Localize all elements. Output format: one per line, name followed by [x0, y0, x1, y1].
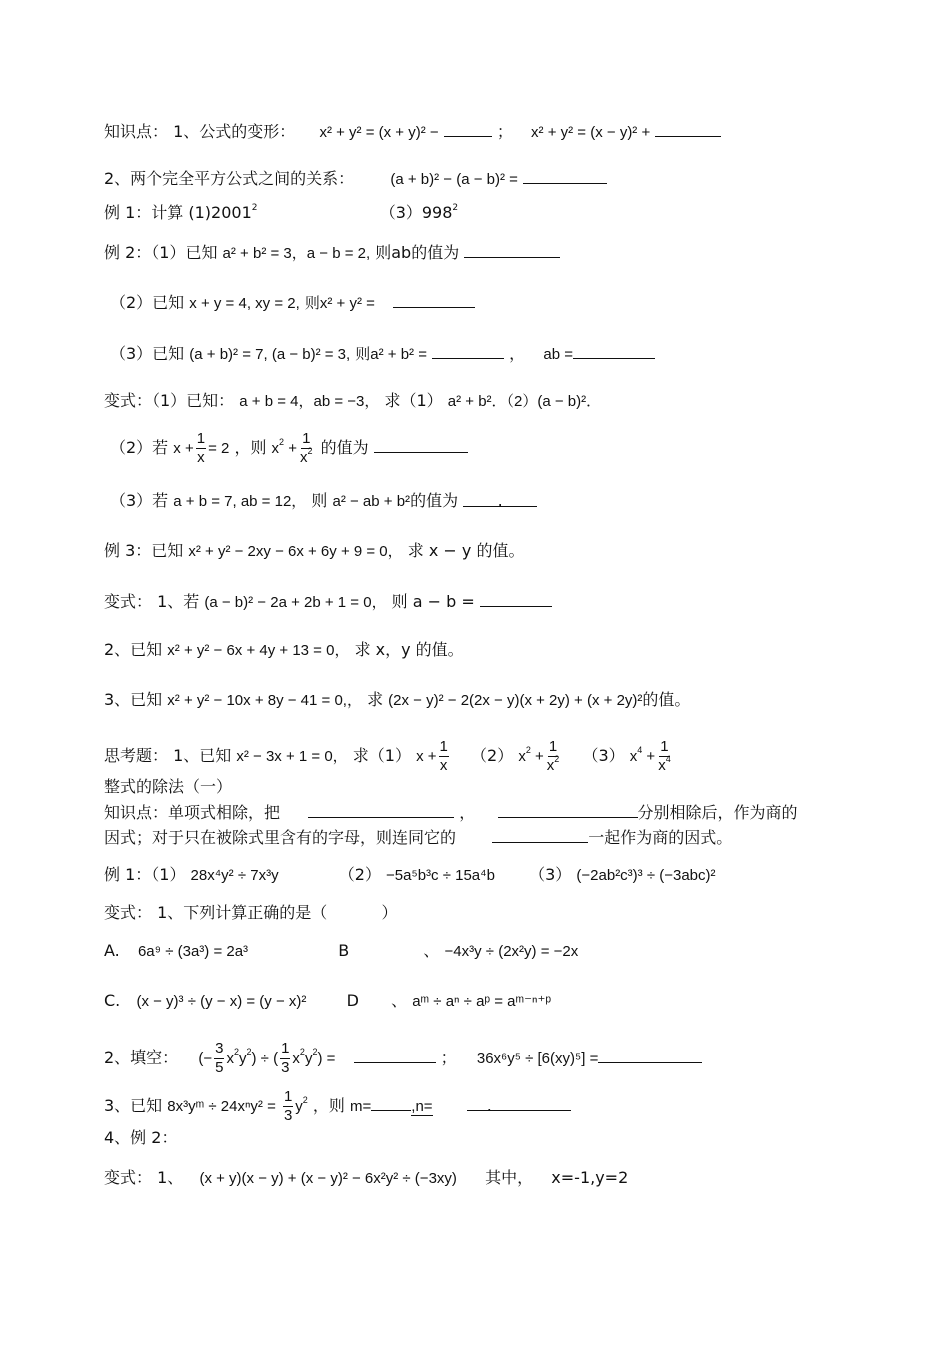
blank — [498, 802, 638, 818]
blank — [573, 343, 655, 359]
blank — [523, 168, 607, 184]
example-2-part-3: （3）已知 (a + b)² = 7, (a − b)² = 3, 则a² + b² = ， ab = — [110, 343, 655, 365]
blank — [598, 1047, 702, 1063]
knowledge-point-label: 知识点： 1、公式的变形： — [104, 122, 296, 141]
variation-3-line: （3）若 a + b = 7, ab = 12， 则 a² − ab + b²的值为 . — [110, 491, 537, 512]
division-example-1-line: 例 1：（1） 28x⁴y² ÷ 7x³y （2） −5a⁵b³c ÷ 15a⁴b （3） (−2ab²c³)³ ÷ (−3abc)² — [104, 865, 716, 884]
blank — [432, 343, 504, 359]
blank — [480, 591, 552, 607]
example-2-line: 例 2：（1）已知 a² + b² = 3，a − b = 2, 则ab的值为 — [104, 242, 560, 264]
blank — [308, 802, 454, 818]
formula-variation-line: 知识点： 1、公式的变形： x² + y² = (x + y)² − ； x² + y² = (x − y)² + — [104, 121, 721, 143]
formula-1: x² + y² = (x + y)² − — [319, 124, 439, 141]
division-knowledge-line-1: 知识点：单项式相除，把 ， 分别相除后，作为商的 — [104, 803, 798, 822]
relation-line: 2、两个完全平方公式之间的关系： (a + b)² − (a − b)² = — [104, 168, 607, 190]
example-3-line: 例 3：已知 x² + y² − 2xy − 6x + 6y + 9 = 0， 求 x − y 的值。 — [104, 541, 525, 560]
example-1-line: 例 1：计算 (1)2001$^2$ $(3)998^2$ — [104, 202, 459, 222]
variation-example-3-3: 3、已知 x² + y² − 10x + 8y − 41 = 0,， 求 (2x − y)² − 2(2x − y)(x + 2y) + (x + 2y)²的值。 — [104, 690, 691, 709]
division-knowledge-line-2: 因式；对于只在被除式里含有的字母，则连同它的 一起作为商的因式。 — [104, 828, 733, 847]
blank: . — [463, 491, 537, 507]
fill-in-line: 2、填空： (− $\frac{3}{5}$ $x^2y^2$) ÷ ( $\frac{1}{3}$ $x^2y^2$) = ； 36x⁶y⁵ ÷ [6(xy)⁵] = — [104, 1040, 702, 1077]
exponent-question-line: 3、已知 8x³yᵐ ÷ 24xⁿy² = $\frac{1}{3}$ $y^2$ ，则 m= ,n= . — [104, 1088, 571, 1125]
section-title: 整式的除法（一） — [104, 777, 233, 796]
fraction-1-over-x2: $\frac{1}{x^2}$ — [300, 430, 313, 466]
blank: . — [467, 1096, 571, 1111]
choice-c-d-line: C. (x − y)³ ÷ (y − x) = (y − x)² D 、 aᵐ ÷ aⁿ ÷ aᵖ = aᵐ⁻ⁿ⁺ᵖ — [104, 991, 552, 1010]
option-b: B — [338, 941, 350, 960]
blank — [444, 121, 492, 137]
variation-final-line: 变式： 1、 (x + y)(x − y) + (x − y)² − 6x²y² ÷ (−3xy) 其中， x=-1,y=2 — [104, 1168, 629, 1187]
blank — [464, 242, 560, 258]
example-2-part-2: （2）已知 x + y = 4, xy = 2, 则x² + y² = — [110, 292, 475, 314]
blank — [393, 292, 475, 308]
option-a: A. — [104, 941, 120, 960]
variation-example-3-2: 2、已知 x² + y² − 6x + 4y + 13 = 0， 求 x，y 的值。 — [104, 640, 464, 659]
variation-2-line: （2）若 x + $\frac{1}{x}$ = 2 ，则 $x^2$ + $\frac{1}{x^2}$ 的值为 — [110, 430, 468, 467]
fraction-1-over-x: $\frac{1}{x}$ — [196, 430, 206, 466]
formula-2: x² + y² = (x − y)² + — [531, 124, 651, 141]
relation-formula: (a + b)² − (a − b)² = — [390, 171, 518, 188]
blank — [655, 121, 721, 137]
blank — [371, 1095, 411, 1111]
thinking-question-line: 思考题： 1、已知 x² − 3x + 1 = 0， 求（1） x + $\frac{1}{x}$ （2） $x^2$ + $\frac{1}{x^2}$ （3） $x^4$ + $\frac{1}{x^4}$ — [104, 738, 671, 774]
option-d: D — [346, 991, 359, 1010]
blank — [492, 827, 588, 843]
example-4-line: 4、例 2： — [104, 1128, 178, 1147]
blank — [374, 437, 468, 453]
option-c: C. — [104, 991, 121, 1010]
choice-question-line: 变式： 1、下列计算正确的是（ ） — [104, 903, 398, 922]
variation-example-3-1: 变式： 1、若 (a − b)² − 2a + 2b + 1 = 0， 则 a − b = — [104, 591, 552, 613]
variation-1-line: 变式：（1）已知： a + b = 4，ab = −3， 求（1） a² + b²．（2）(a − b)²． — [104, 391, 602, 410]
choice-a-b-line: A. 6a⁹ ÷ (3a³) = 2a³ B 、 −4x³y ÷ (2x²y) = −2x — [104, 941, 579, 960]
blank — [354, 1047, 436, 1063]
